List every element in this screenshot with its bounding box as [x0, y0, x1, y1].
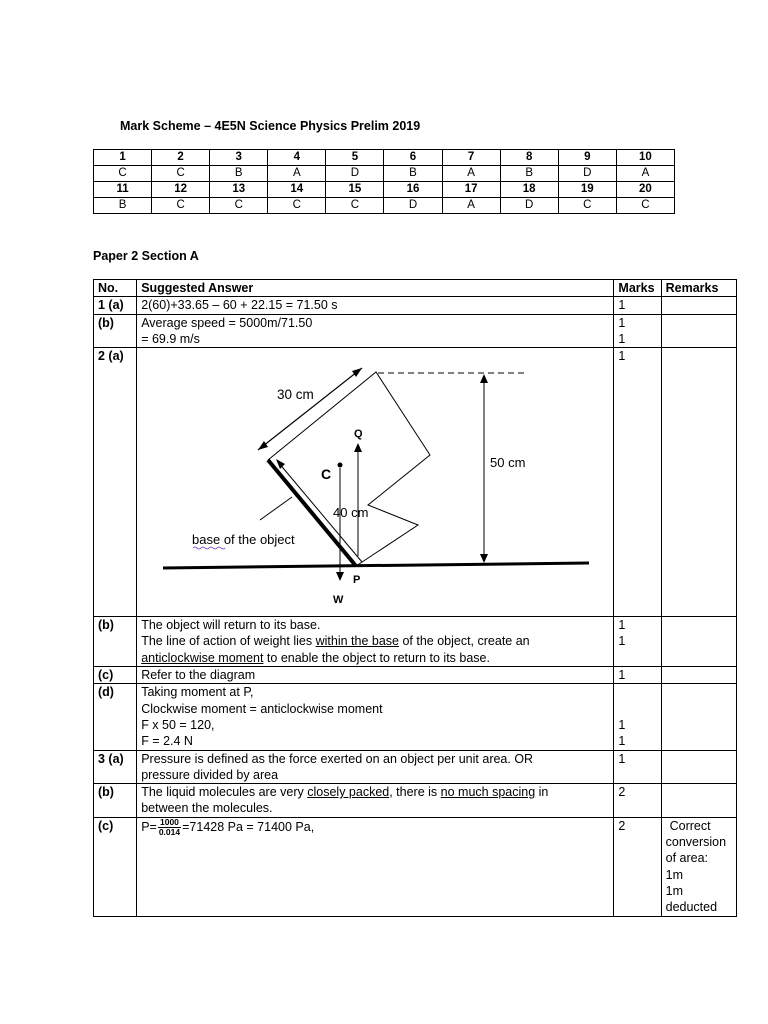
- table-row-q1a: [94, 297, 737, 314]
- question-number: (b): [94, 314, 137, 348]
- marks-line: 1: [618, 618, 626, 633]
- remarks-cell: [661, 817, 736, 916]
- ground-line: [163, 563, 589, 568]
- mcq-number: 6: [384, 150, 442, 166]
- header-remarks: Remarks: [661, 280, 736, 297]
- marks-value: [614, 684, 661, 750]
- label-base-of-object: [192, 532, 295, 547]
- remarks-cell: [661, 667, 736, 684]
- mcq-number: 11: [94, 182, 152, 198]
- answer-line: F = 2.4 N: [141, 734, 193, 749]
- question-number: (d): [94, 684, 137, 750]
- underlined-keyword: within the base: [315, 634, 399, 649]
- remarks-cell: [661, 348, 736, 617]
- marks-value: 1: [614, 348, 661, 617]
- remarks-line: 1m: [665, 883, 683, 898]
- question-number: 1 (a): [94, 297, 137, 314]
- marks-value: [614, 617, 661, 667]
- mcq-answer: A: [442, 198, 500, 214]
- diagram-cell: [137, 348, 614, 617]
- mcq-number: 10: [616, 150, 674, 166]
- remarks-line: deducted: [665, 900, 718, 915]
- answer-text-part: of the object, create an: [398, 634, 530, 649]
- arrowhead: [480, 554, 488, 563]
- question-number: (b): [94, 784, 137, 818]
- mcq-number: 12: [152, 182, 210, 198]
- mcq-answer: D: [500, 198, 558, 214]
- answer-line: = 69.9 m/s: [141, 331, 200, 346]
- marks-line: 1: [618, 331, 626, 346]
- table-row-q3b: [94, 784, 737, 818]
- mcq-number: 16: [384, 182, 442, 198]
- mcq-number-row: [94, 150, 675, 166]
- mcq-number: 8: [500, 150, 558, 166]
- remarks-cell: [661, 750, 736, 784]
- mcq-number: 4: [268, 150, 326, 166]
- mcq-number: 18: [500, 182, 558, 198]
- mcq-answer-table: [93, 149, 675, 214]
- arrowhead: [354, 443, 362, 452]
- answer-line: between the molecules.: [141, 801, 273, 816]
- mcq-answer: B: [500, 166, 558, 182]
- marks-value: 1: [614, 750, 661, 784]
- table-row-q2a: [94, 348, 737, 617]
- mcq-number: 7: [442, 150, 500, 166]
- mcq-answer: C: [326, 198, 384, 214]
- answer-text: 2(60)+33.65 – 60 + 22.15 = 71.50 s: [137, 297, 614, 314]
- mcq-answer-row: [94, 198, 675, 214]
- question-number: 2 (a): [94, 348, 137, 617]
- label-50cm: 50 cm: [490, 455, 526, 471]
- answer-text: [137, 314, 614, 348]
- pressure-fraction: [158, 818, 181, 837]
- answer-text: Refer to the diagram: [137, 667, 614, 684]
- marks-value: 2: [614, 817, 661, 916]
- mcq-number-row: [94, 182, 675, 198]
- label-c: C: [321, 466, 332, 483]
- answer-line: [141, 633, 613, 649]
- mcq-number: 14: [268, 182, 326, 198]
- mcq-answer-row: [94, 166, 675, 182]
- mcq-number: 3: [210, 150, 268, 166]
- answer-text-part: The line of action of weight lies: [141, 634, 316, 649]
- pressure-prefix: P=: [141, 819, 157, 834]
- mcq-answer: A: [442, 166, 500, 182]
- mcq-number: 1: [94, 150, 152, 166]
- mcq-answer: C: [558, 198, 616, 214]
- arrowhead: [352, 368, 362, 377]
- label-q: Q: [354, 428, 363, 441]
- arrowhead: [276, 459, 285, 469]
- mcq-answer: C: [210, 198, 268, 214]
- remarks-line: of area:: [665, 851, 709, 866]
- remarks-cell: [661, 314, 736, 348]
- section-title: Paper 2 Section A: [93, 249, 199, 263]
- answer-table: [93, 279, 737, 917]
- mcq-answer: B: [384, 166, 442, 182]
- header-marks: Marks: [614, 280, 661, 297]
- mcq-answer: B: [210, 166, 268, 182]
- label-30cm: 30 cm: [277, 387, 314, 403]
- question-number: (c): [94, 667, 137, 684]
- mcq-number: 15: [326, 182, 384, 198]
- mcq-answer: C: [152, 166, 210, 182]
- label-p: P: [353, 574, 361, 587]
- table-row-q1b: [94, 314, 737, 348]
- question-number: (c): [94, 817, 137, 916]
- mcq-answer: B: [94, 198, 152, 214]
- remarks-line: conversion: [665, 835, 727, 850]
- remarks-cell: [661, 784, 736, 818]
- arrowhead: [480, 374, 488, 383]
- table-row-q2c: [94, 667, 737, 684]
- mcq-answer: C: [94, 166, 152, 182]
- answer-line: pressure divided by area: [141, 767, 279, 782]
- answer-line: Pressure is defined as the force exerted on an object per unit area. OR: [141, 751, 534, 766]
- marks-value: 1: [614, 297, 661, 314]
- marks-line: 1: [618, 717, 626, 732]
- marks-value: [614, 314, 661, 348]
- base-pointer-line: [260, 497, 292, 520]
- mcq-number: 13: [210, 182, 268, 198]
- table-row-q2d: [94, 684, 737, 750]
- answer-text-part: , there is: [389, 785, 441, 800]
- header-no: No.: [94, 280, 137, 297]
- label-base-rest: of the object: [220, 532, 295, 548]
- remarks-cell: [661, 617, 736, 667]
- answer-text-part: to enable the object to return to its base.: [263, 650, 490, 665]
- marks-value: 1: [614, 667, 661, 684]
- underlined-keyword: anticlockwise moment: [141, 650, 264, 665]
- label-40cm: 40 cm: [333, 505, 369, 521]
- question-number: 3 (a): [94, 750, 137, 784]
- answer-line: [141, 650, 613, 666]
- remarks-cell: [661, 684, 736, 750]
- question-number: (b): [94, 617, 137, 667]
- underlined-keyword: closely packed: [307, 785, 390, 800]
- mcq-answer: D: [558, 166, 616, 182]
- fraction-denominator: 0.014: [158, 826, 181, 837]
- answer-text: [137, 684, 614, 750]
- mcq-number: 20: [616, 182, 674, 198]
- answer-text: [137, 784, 614, 818]
- answer-text-part: The liquid molecules are very: [141, 785, 308, 800]
- answer-text: [137, 750, 614, 784]
- arrowhead: [336, 572, 344, 581]
- mcq-answer: A: [268, 166, 326, 182]
- answer-text: [137, 617, 614, 667]
- answer-line: Clockwise moment = anticlockwise moment: [141, 701, 383, 716]
- remarks-cell: [661, 297, 736, 314]
- mcq-number: 5: [326, 150, 384, 166]
- underlined-keyword: no much spacing: [440, 785, 536, 800]
- marks-line: 1: [618, 734, 626, 749]
- table-row-q3a: [94, 750, 737, 784]
- center-of-gravity-dot: [338, 463, 343, 468]
- mcq-number: 2: [152, 150, 210, 166]
- answer-line: Taking moment at P,: [141, 685, 254, 700]
- answer-line: The object will return to its base.: [141, 618, 321, 633]
- document-title: Mark Scheme – 4E5N Science Physics Prelim 2019: [120, 119, 421, 133]
- mcq-answer: D: [326, 166, 384, 182]
- table-row-q2b: [94, 617, 737, 667]
- mcq-answer: A: [616, 166, 674, 182]
- table-row-q3c: [94, 817, 737, 916]
- mcq-answer: D: [384, 198, 442, 214]
- answer-line: F x 50 = 120,: [141, 717, 215, 732]
- arrowhead: [258, 441, 268, 450]
- mcq-answer: C: [616, 198, 674, 214]
- mcq-answer: C: [268, 198, 326, 214]
- header-answer: Suggested Answer: [137, 280, 614, 297]
- marks-value: 2: [614, 784, 661, 818]
- answer-line: Average speed = 5000m/71.50: [141, 315, 313, 330]
- marks-line: 1: [618, 315, 626, 330]
- marks-line: 1: [618, 634, 626, 649]
- answer-text: [137, 817, 614, 916]
- remarks-line: 1m: [665, 867, 683, 882]
- dimension-30cm-arrow: [258, 368, 362, 450]
- table-header-row: [94, 280, 737, 297]
- remarks-line: Correct: [669, 818, 711, 833]
- label-base-word: base: [192, 532, 221, 548]
- label-w: W: [333, 594, 344, 607]
- pressure-result: =71428 Pa = 71400 Pa,: [182, 819, 315, 834]
- answer-line: [141, 784, 613, 800]
- mcq-number: 19: [558, 182, 616, 198]
- mcq-number: 9: [558, 150, 616, 166]
- answer-text-part: in: [535, 785, 549, 800]
- mcq-number: 17: [442, 182, 500, 198]
- spellcheck-squiggle: [193, 547, 225, 549]
- mcq-answer: C: [152, 198, 210, 214]
- fraction-numerator: 1000: [158, 818, 181, 828]
- object-diagram: [137, 348, 607, 616]
